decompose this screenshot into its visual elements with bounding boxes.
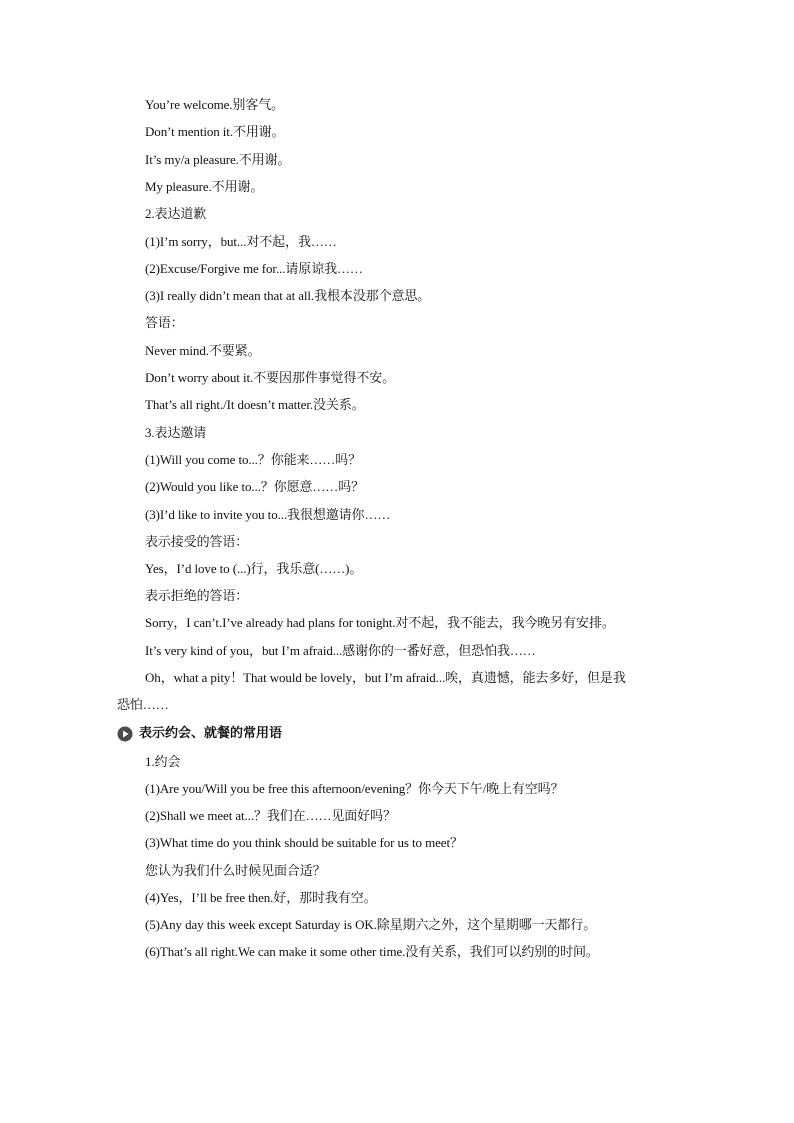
subheading: 3.表达邀请 [145, 425, 207, 440]
section-heading [117, 724, 282, 744]
text-line: That’s all right./It doesn’t matter.没关系。 [145, 397, 365, 412]
text-line: 表示接受的答语： [145, 534, 249, 549]
text-line: Don’t mention it.不用谢。 [145, 124, 285, 139]
subheading: 1.约会 [145, 754, 181, 769]
text-line: My pleasure.不用谢。 [145, 179, 264, 194]
text-line: (3)I really didn’t mean that at all.我根本没那个意思。 [145, 288, 431, 303]
text-line: (2)Shall we meet at...？我们在……见面好吗？ [145, 808, 396, 823]
text-line: Don’t worry about it.不要因那件事觉得不安。 [145, 370, 396, 385]
text-line: 表示拒绝的答语： [145, 588, 249, 603]
text-line: (3)What time do you think should be suitable for us to meet？ [145, 835, 463, 850]
text-line: It’s very kind of you，but I’m afraid...感谢你的一番好意，但恐怕我…… [145, 643, 536, 658]
text-line: (5)Any day this week except Saturday is OK.除星期六之外，这个星期哪一天都行。 [145, 917, 597, 932]
text-line: (4)Yes，I’ll be free then.好，那时我有空。 [145, 890, 377, 905]
text-line: Oh，what a pity！That would be lovely，but I’m afraid...唉，真遗憾，能去多好，但是我 [145, 670, 626, 685]
text-line: (1)I’m sorry，but...对不起，我…… [145, 234, 337, 249]
section-heading-label: 表示约会、就餐的常用语 [139, 726, 283, 741]
text-line: 您认为我们什么时候见面合适？ [145, 863, 326, 878]
play-circle-icon [117, 726, 133, 742]
text-line: 答语： [145, 315, 184, 330]
text-line: Never mind.不要紧。 [145, 343, 261, 358]
text-line: (1)Will you come to...？你能来……吗？ [145, 452, 362, 467]
text-line: (2)Excuse/Forgive me for...请原谅我…… [145, 261, 363, 276]
text-line: 恐怕…… [117, 697, 169, 712]
text-line: Sorry，I can’t.I’ve already had plans for tonight.对不起，我不能去，我今晚另有安排。 [145, 615, 615, 630]
subheading: 2.表达道歉 [145, 206, 207, 221]
text-line: (2)Would you like to...？你愿意……吗？ [145, 479, 365, 494]
text-line: (1)Are you/Will you be free this afternoon/evening？你今天下午/晚上有空吗？ [145, 781, 564, 796]
text-line: You’re welcome.别客气。 [145, 97, 285, 112]
text-line: (3)I’d like to invite you to...我很想邀请你…… [145, 507, 391, 522]
text-line: Yes，I’d love to (...)行，我乐意(……)。 [145, 561, 363, 576]
text-line: It’s my/a pleasure.不用谢。 [145, 152, 291, 167]
text-line: (6)That’s all right.We can make it some other time.没有关系，我们可以约别的时间。 [145, 944, 599, 959]
